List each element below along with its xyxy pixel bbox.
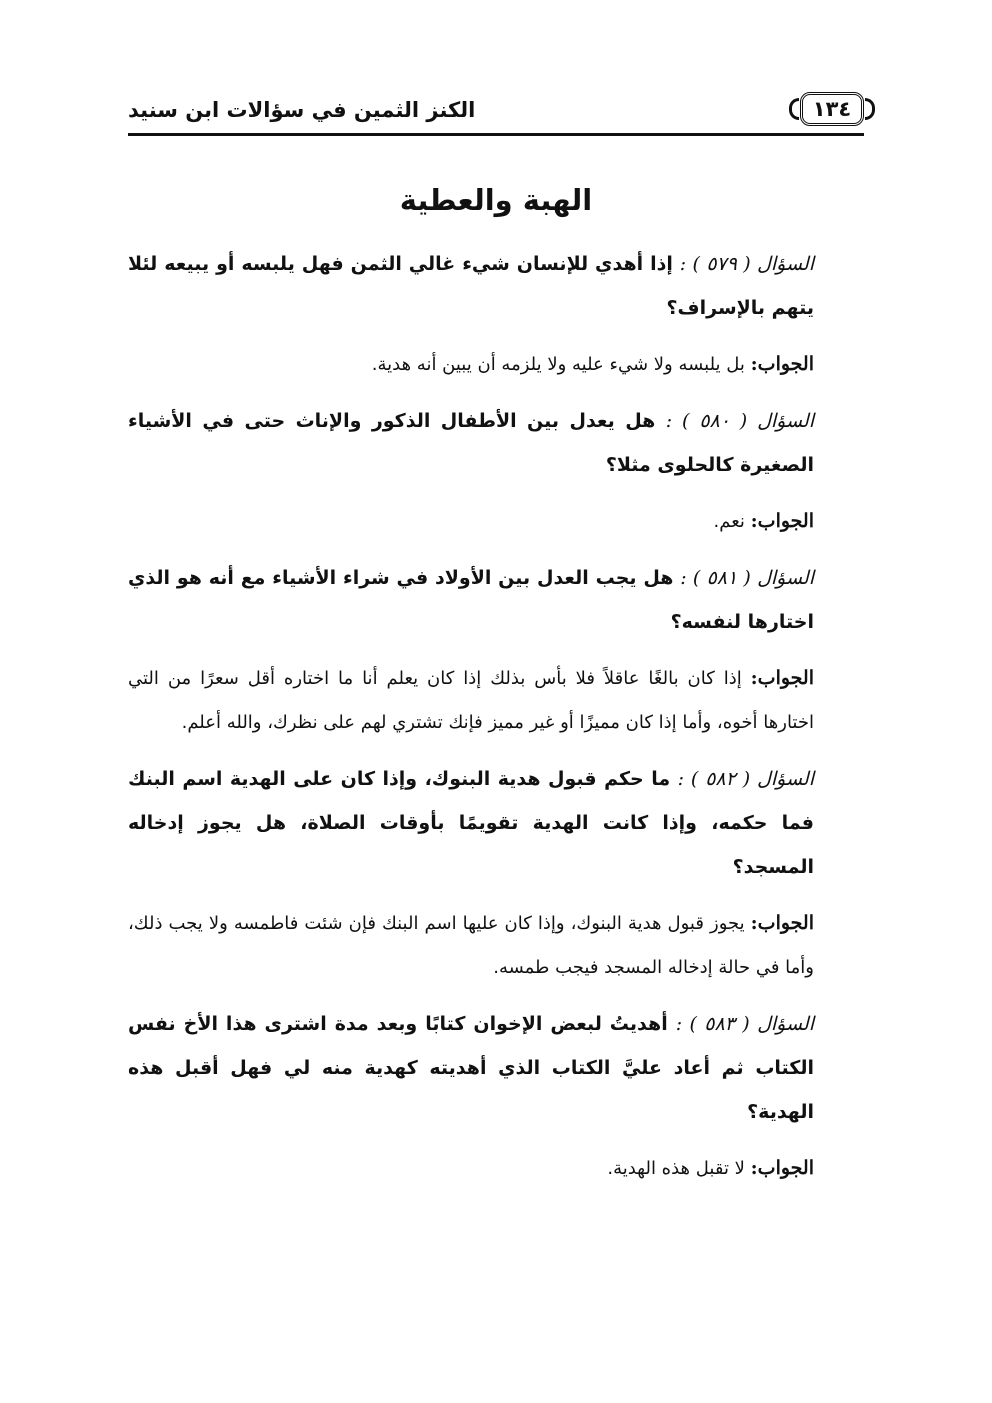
page-number: ١٣٤ (800, 92, 864, 126)
answer-text: لا تقبل هذه الهدية. (607, 1158, 745, 1179)
page-header (128, 88, 864, 136)
answer-text: إذا كان بالغًا عاقلاً فلا بأس بذلك إذا كان يعلم أنا ما اختاره أقل سعرًا من التي اختارها أخوه، وأما إذا كان مميزًا أو غير مميز فإنك تشتري لهم على نظرك، والله أعلم. (128, 668, 814, 733)
answer-579 (128, 342, 864, 387)
question-581 (128, 556, 864, 644)
question-label: السؤال ( ٥٨٣ ) : (675, 1013, 814, 1035)
question-label: السؤال ( ٥٨٢ ) : (677, 768, 814, 790)
answer-label: الجواب: (750, 510, 814, 532)
answer-text: بل يلبسه ولا شيء عليه ولا يلزمه أن يبين أنه هدية. (371, 354, 745, 375)
answer-581 (128, 656, 864, 745)
answer-label: الجواب: (750, 1157, 814, 1179)
book-title: الكنز الثمين في سؤالات ابن سنيد (128, 98, 476, 122)
answer-583 (128, 1146, 864, 1191)
question-text: هل يعدل بين الأطفال الذكور والإناث حتى في الأشياء الصغيرة كالحلوى مثلا؟ (128, 410, 814, 476)
answer-580 (128, 499, 864, 544)
page-content (128, 178, 864, 1203)
question-text: إذا أهدي للإنسان شيء غالي الثمن فهل يلبسه أو يبيعه لئلا يتهم بالإسراف؟ (128, 253, 814, 319)
answer-label: الجواب: (750, 667, 814, 689)
question-582 (128, 757, 864, 889)
question-580 (128, 399, 864, 487)
question-583 (128, 1002, 864, 1134)
answer-text: نعم. (713, 511, 745, 532)
answer-label: الجواب: (750, 353, 814, 375)
question-text: ما حكم قبول هدية البنوك، وإذا كان على الهدية اسم البنك فما حكمه، وإذا كانت الهدية تقويمًا بأوقات الصلاة، هل يجوز إدخاله المسجد؟ (128, 768, 814, 878)
answer-label: الجواب: (750, 912, 814, 934)
section-title: الهبة والعطية (399, 183, 593, 217)
question-579 (128, 242, 864, 330)
answer-582 (128, 901, 864, 990)
question-label: السؤال ( ٥٨١ ) : (680, 567, 814, 589)
question-label: السؤال ( ٥٨٠ ) : (665, 410, 814, 432)
header-rule (128, 133, 864, 136)
question-label: السؤال ( ٥٧٩ ) : (679, 253, 814, 275)
question-text: أهديتُ لبعض الإخوان كتابًا وبعد مدة اشترى هذا الأخ نفس الكتاب ثم أعاد عليَّ الكتاب الذي أهديته كهدية منه لي فهل أقبل هذه الهدية؟ (128, 1013, 814, 1123)
question-text: هل يجب العدل بين الأولاد في شراء الأشياء مع أنه هو الذي اختارها لنفسه؟ (128, 567, 814, 633)
answer-text: يجوز قبول هدية البنوك، وإذا كان عليها اسم البنك فإن شئت فاطمسه ولا يجب ذلك، وأما في حالة إدخاله المسجد فيجب طمسه. (128, 913, 814, 978)
